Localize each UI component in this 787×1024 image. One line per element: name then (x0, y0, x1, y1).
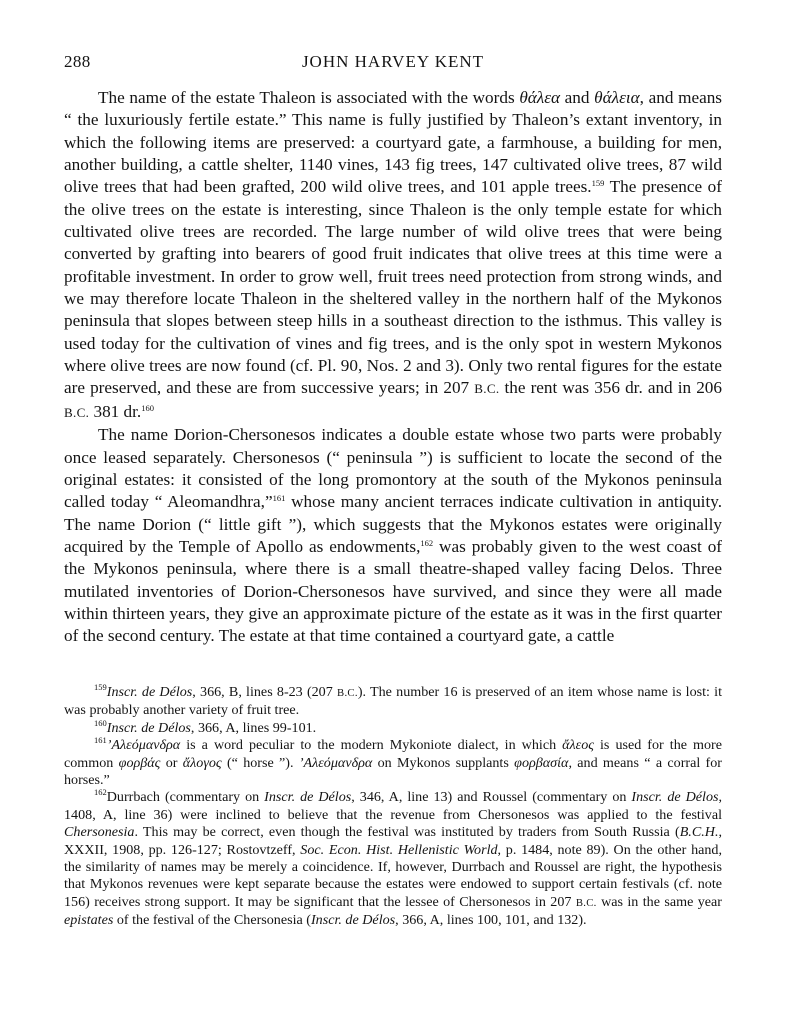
page-header (64, 52, 722, 76)
greek-word: ’Αλεόμανδρα (298, 754, 373, 771)
footnote-160: $^{160}$Inscr. de Délos, 366, A, lines 99-101. (94, 717, 317, 736)
era-abbreviation: B.C. (337, 687, 358, 699)
greek-word: ἄλεος (562, 737, 594, 754)
era-abbreviation: B.C. (575, 896, 597, 909)
footnotes (64, 684, 722, 930)
footnote-number: 159 (94, 682, 107, 692)
greek-word: ἄλογος (182, 754, 222, 771)
greek-word: φορβάς (118, 754, 161, 771)
paragraph-thaleon: The name of the estate Thaleon is associated with the words θάλεα and θάλεια, and means “ the luxuriously fertile estate.” This name is fully justified by Thaleon’s extant inventory, in which the following items are preserved: a courtyard gate, a farmhouse, a building for men, another building, a cattle shelter, 1140 vines, 143 fig trees, 147 cultivated olive trees, 87 wild olive trees that had been grafted, 200 wild olive trees, and 101 apple trees.$^{159}$ The presence of the olive trees on the estate is interesting, since Thaleon is the only temple estate for which cultivated olive trees are recorded. The large number of wild olive trees that were being converted by grafting into bearers of good fruit indicates that olive trees at this time were a profitable investment. In order to grow well, fruit trees need protection from strong winds, and we may therefore locate Thaleon in the sheltered valley in the northern half of the Mykonos peninsula that slopes between steep hills in a southeast direction to the isthmus. This valley is used today for the cultivation of vines and fig trees, and is the only spot in western Mykonos where olive trees are now found (cf. Pl. 90, Nos. 2 and 3). Only two rental figures for the estate are preserved, and these are from successive years; in 207 B.C. the rent was 356 dr. and in 206 B.C. 381 dr.$^{160}$ (64, 88, 722, 421)
greek-word: θάλεα (519, 88, 561, 107)
era-abbreviation: B.C. (474, 381, 500, 397)
footnote-ref-162[interactable]: 162 (420, 537, 434, 548)
footnote-162: $^{162}$Durrbach (commentary on Inscr. de Délos, 346, A, line 13) and Roussel (commentary on Inscr. de Délos, 1408, A, line 36) were inclined to believe that the revenue from Chersonesos was applied to the festival Chersonesia. This may be correct, even though the festival was instituted by traders from South Russia (B.C.H., XXXII, 1908, pp. 126-127; Rostovtzeff, Soc. Econ. Hist. Hellenistic World, p. 1484, note 89). On the other hand, the similarity of names may be merely a coincidence. If, however, Durrbach and Roussel are right, the hypothesis that Mykonos revenues were kept separate because the estates were endowed to support certain festivals (cf. note 156) receives strong support. It may be significant that the lessee of Chersonesos in 207 B.C. was in the same year epistates of the festival of the Chersonesia (Inscr. de Délos, 366, A, lines 100, 101, and 132). (64, 787, 723, 929)
greek-word: φορβασία (514, 754, 569, 771)
page-number: 288 (64, 52, 91, 71)
footnote-ref-160[interactable]: 160 (141, 402, 154, 413)
footnote-ref-159[interactable]: 159 (591, 178, 605, 189)
greek-word: ’Αλεόμανδρα (106, 737, 181, 754)
footnote-ref-161[interactable]: 161 (272, 493, 286, 504)
greek-word: θάλεια (594, 88, 640, 107)
footnote-number: 162 (94, 787, 107, 798)
paragraph-dorion-chersonesos: The name Dorion-Chersonesos indicates a double estate whose two parts were probably once leased separately. Chersonesos (“ peninsula ”) is sufficient to locate the second of the original estates: it consisted of the long promontory at the south of the Mykonos peninsula called today “ Aleomandhra,”$^{161}$ whose many ancient terraces indicate cultivation in antiquity. The name Dorion (“ little gift ”), which suggests that the Mykonos estates were originally acquired by the Temple of Apollo as endowments,$^{162}$ was probably given to the west coast of the Mykonos peninsula, where there is a small theatre-shaped valley facing Delos. Three mutilated inventories of Dorion-Chersonesos have survived, and since they were all made within thirteen years, they give an approximate picture of the estate as it was in the first quarter of the second century. The estate at that time contained a courtyard gate, a cattle (64, 425, 723, 646)
running-head: JOHN HARVEY KENT (301, 52, 485, 71)
main-text (64, 87, 722, 648)
footnote-161: $^{161}$’Αλεόμανδρα is a word peculiar to the modern Mykoniote dialect, in which ἄλεος is used for the more common φορβάς or ἄλογος (“ horse ”). ’Αλεόμανδρα on Mykonos supplants φορβασία, and means “ a corral for horses.” (64, 735, 722, 789)
footnote-number: 160 (94, 717, 107, 728)
footnote-number: 161 (94, 735, 107, 746)
era-abbreviation: B.C. (64, 404, 90, 420)
footnote-159: $^{159}$Inscr. de Délos, 366, B, lines 8-23 (207 B.C.). The number 16 is preserved of an item whose name is lost: it was probably another variety of fruit tree. (64, 682, 722, 719)
